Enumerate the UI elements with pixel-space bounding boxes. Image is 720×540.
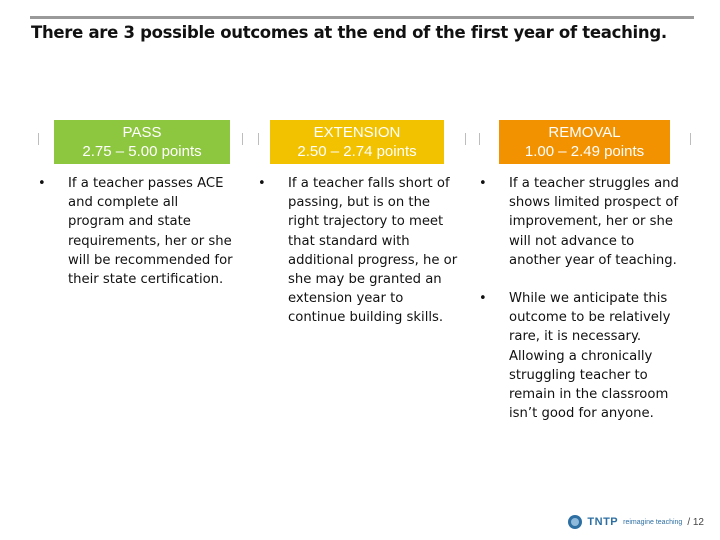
tntp-logo-icon	[568, 515, 582, 529]
bullet-icon: •	[258, 176, 266, 191]
pass-header-points: 2.75 – 5.00 points	[82, 143, 202, 160]
removal-header	[499, 120, 670, 164]
logo-text: TNTP	[587, 516, 619, 528]
pass-header-label: PASS	[122, 124, 162, 141]
bullet-text: If a teacher falls short of passing, but is on the right trajectory to meet that standard with additional progress, he or she may be granted an extension year to continue building skills.	[288, 176, 458, 326]
removal-bullet-list	[479, 174, 686, 442]
list-item	[38, 174, 236, 289]
pass-bullet-list	[38, 174, 236, 308]
extension-header	[270, 120, 444, 164]
bullet-icon: •	[479, 291, 487, 307]
removal-header-points: 1.00 – 2.49 points	[524, 143, 645, 160]
slide-title: There are 3 possible outcomes at the end of the first year of teaching.	[31, 23, 667, 42]
bullet-icon: •	[38, 176, 46, 191]
removal-header-label: REMOVAL	[548, 124, 621, 141]
logo-tagline: reimagine teaching	[623, 518, 683, 526]
top-rule	[30, 16, 694, 19]
extension-header-points: 2.50 – 2.74 points	[297, 143, 417, 160]
bullet-icon: •	[479, 176, 487, 191]
bullet-text: If a teacher struggles and shows limited prospect of improvement, her or she will not advance to another year of teaching.	[509, 176, 679, 268]
extension-bullet-list	[258, 174, 462, 347]
bullet-text: While we anticipate this outcome to be relatively rare, it is necessary. Allowing a chronically struggling teacher to remain in the classroom isn’t good for anyone.	[509, 291, 671, 422]
extension-header-label: EXTENSION	[313, 124, 401, 141]
page-number: / 12	[687, 516, 704, 528]
footer	[568, 515, 704, 529]
pass-header	[54, 120, 230, 164]
bullet-text: If a teacher passes ACE and complete all program and state requirements, her or she will be recommended for their state certification.	[68, 176, 233, 288]
list-item	[479, 289, 686, 423]
list-item	[479, 174, 686, 270]
list-item	[258, 174, 462, 328]
